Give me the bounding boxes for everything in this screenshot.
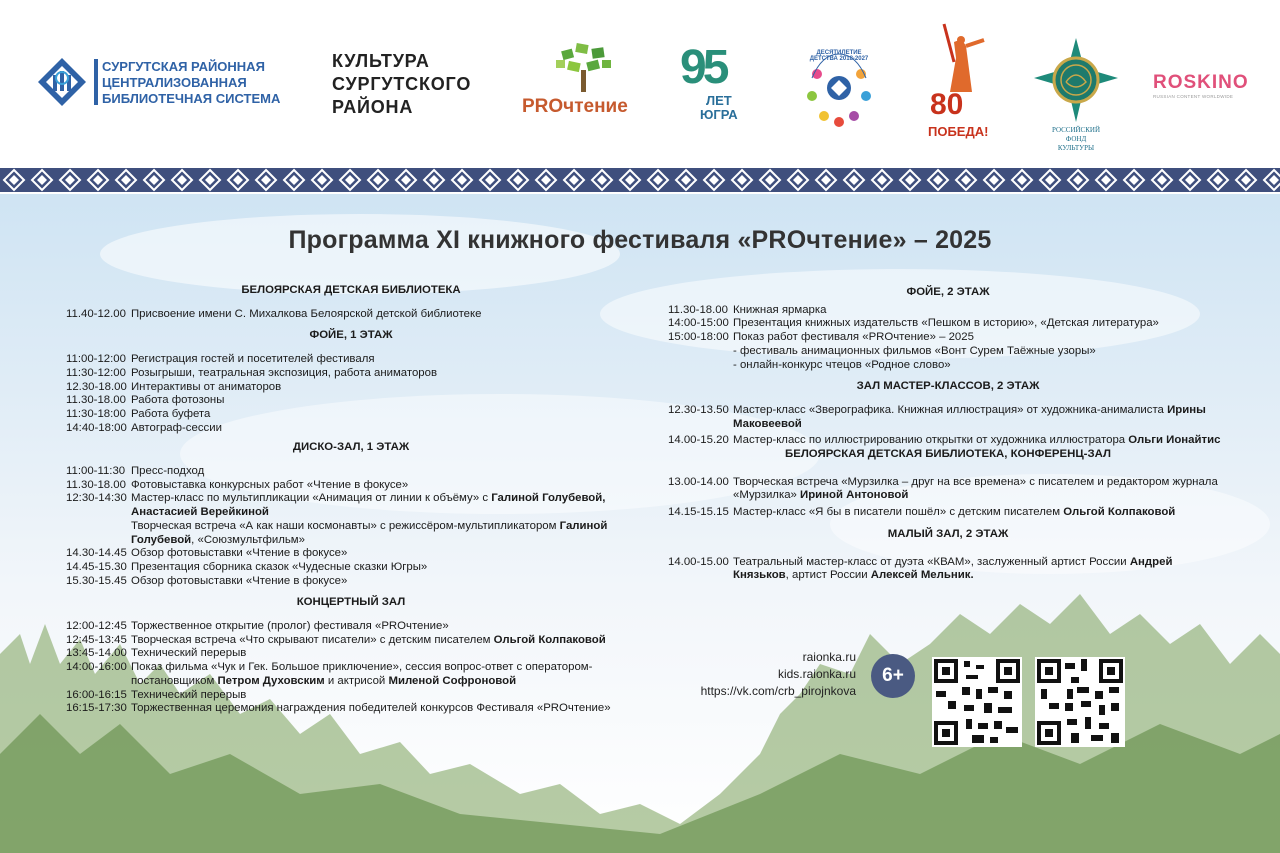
row-time: 16:15-17:30 bbox=[66, 702, 127, 715]
culture-logo-line-2: СУРГУТСКОГО bbox=[332, 74, 472, 94]
prochtenie-logo bbox=[522, 42, 646, 122]
roskino-text: ROSKINO bbox=[1153, 72, 1249, 93]
section-heading: БЕЛОЯРСКАЯ ДЕТСКАЯ БИБЛИОТЕКА, КОНФЕРЕНЦ-ЗАЛ bbox=[785, 448, 1111, 461]
row-text-plain: Мастер-класс по иллюстрированию открытки от художника иллюстратора bbox=[733, 434, 1129, 447]
section-heading: ДИСКО-ЗАЛ, 1 ЭТАЖ bbox=[292, 441, 410, 454]
row-text-plain: Творческая встреча «Что скрывают писатели» с детским писателем bbox=[131, 633, 494, 646]
age-rating-badge: 6+ bbox=[871, 654, 915, 698]
row-text: Присвоение имени С. Михалкова Белоярской детской библиотеке bbox=[131, 307, 482, 320]
row-text-plain: Мастер-класс «Зверографика. Книжная иллюстрация» от художника-анималиста bbox=[733, 403, 1168, 416]
victory-80-logo bbox=[928, 22, 990, 144]
schedule-row bbox=[668, 317, 1228, 331]
schedule-row bbox=[66, 381, 636, 395]
row-text-plain: Мастер-класс «Я бы в писатели пошёл» с детским писателем bbox=[733, 506, 1064, 519]
row-text: Обзор фотовыставки «Чтение в фокусе» bbox=[131, 547, 348, 560]
library-logo-line-2: ЦЕНТРАЛИЗОВАННАЯ bbox=[102, 75, 247, 90]
row-time: 14.00-15.20 bbox=[668, 434, 729, 447]
row-time: 12.30-13.50 bbox=[668, 403, 729, 416]
book-tree-icon bbox=[554, 42, 614, 94]
schedule-row bbox=[668, 404, 1228, 431]
row-text: Торжественная церемония награждения победителей конкурсов Фестиваля «PROчтение» bbox=[131, 702, 611, 715]
schedule-row bbox=[668, 331, 1228, 345]
section-heading: ФОЙЕ, 2 ЭТАЖ bbox=[906, 286, 990, 298]
schedule-row bbox=[66, 479, 636, 493]
schedule-row bbox=[668, 345, 1228, 359]
schedule-row bbox=[66, 492, 636, 519]
row-text: Регистрация гостей и посетителей фестиваля bbox=[131, 353, 375, 366]
schedule-row bbox=[66, 353, 636, 367]
schedule-row bbox=[66, 394, 636, 408]
roskino-subtext: RUSSIAN CONTENT WORLDWIDE bbox=[1153, 94, 1234, 99]
schedule-row bbox=[66, 575, 636, 589]
row-text-person: Петром Духовским bbox=[217, 674, 325, 687]
roskino-logo bbox=[1153, 72, 1249, 99]
section-heading: КОНЦЕРТНЫЙ ЗАЛ bbox=[296, 596, 406, 609]
library-diamond-icon bbox=[36, 56, 88, 108]
row-time: 14:00-16:00 bbox=[66, 661, 127, 674]
program-left-column bbox=[66, 282, 636, 716]
row-text: - фестиваль анимационных фильмов «Вонт Сурем Таёжные узоры» bbox=[733, 344, 1096, 357]
row-time bbox=[668, 345, 733, 359]
library-logo-line-1: СУРГУТСКАЯ РАЙОННАЯ bbox=[102, 59, 265, 74]
culture-logo-line-1: КУЛЬТУРА bbox=[332, 51, 430, 71]
row-time: 11.30-18.00 bbox=[66, 394, 126, 407]
row-time: 11:30-12:00 bbox=[66, 366, 126, 379]
row-text-after: , артист России bbox=[785, 569, 871, 582]
row-time: 14.30-14.45 bbox=[66, 547, 127, 560]
row-text-person-2: Алексей Мельник. bbox=[870, 569, 974, 582]
row-time: 14.15-15.15 bbox=[668, 506, 729, 519]
schedule-row bbox=[66, 620, 636, 634]
header-logos bbox=[0, 0, 1280, 166]
row-text-plain: Театральный мастер-класс от дуэта «КВАМ», заслуженный артист России bbox=[733, 555, 1130, 568]
schedule-row bbox=[66, 308, 636, 322]
row-time: 11.40-12.00 bbox=[66, 307, 126, 320]
yugra-95-number: 95 bbox=[680, 41, 726, 94]
link-vk[interactable]: https://vk.com/crb_pirojnkova bbox=[700, 684, 856, 698]
row-text: Пресс-подход bbox=[131, 465, 205, 478]
schedule-row bbox=[66, 689, 636, 703]
schedule-row bbox=[668, 434, 1228, 448]
row-time: 16:00-16:15 bbox=[66, 688, 127, 701]
section-heading: МАЛЫЙ ЗАЛ, 2 ЭТАЖ bbox=[887, 527, 1009, 540]
row-text-person: Галиной Голубевой, Анастасией Верейкиной bbox=[131, 492, 606, 519]
row-text: Торжественное открытие (пролог) фестиваля «PROчтение» bbox=[131, 620, 449, 633]
row-text: Фотовыставка конкурсных работ «Чтение в фокусе» bbox=[131, 478, 409, 491]
row-text-person: Ольгой Колпаковой bbox=[1063, 506, 1176, 519]
schedule-row bbox=[668, 506, 1228, 520]
row-time: 11:00-11:30 bbox=[66, 465, 126, 478]
library-system-logo bbox=[36, 56, 296, 110]
row-text: Розыгрыши, театральная экспозиция, работа аниматоров bbox=[131, 366, 438, 379]
row-time bbox=[66, 520, 131, 547]
schedule-row bbox=[66, 367, 636, 381]
victory-80-number: 80 bbox=[930, 88, 964, 121]
row-time: 11:30-18:00 bbox=[66, 407, 126, 420]
culture-fund-line-2: ФОНД bbox=[1065, 135, 1087, 143]
row-text: Показ работ фестиваля «PROчтение» – 2025 bbox=[733, 331, 974, 344]
motherland-statue-icon bbox=[928, 22, 990, 96]
schedule-row bbox=[66, 647, 636, 661]
section-heading: БЕЛОЯРСКАЯ ДЕТСКАЯ БИБЛИОТЕКА bbox=[241, 284, 461, 296]
row-text: Технический перерыв bbox=[131, 647, 247, 660]
row-text: Работа фотозоны bbox=[131, 394, 225, 407]
row-text: Работа буфета bbox=[131, 407, 211, 420]
row-time: 15.30-15.45 bbox=[66, 574, 127, 587]
row-time: 12:00-12:45 bbox=[66, 620, 127, 633]
row-time: 11.30-18.00 bbox=[668, 303, 728, 316]
schedule-row bbox=[668, 556, 1228, 583]
schedule-row bbox=[66, 520, 636, 547]
culture-fund-line-1: РОССИЙСКИЙ bbox=[1051, 126, 1100, 134]
row-time: 15:00-18:00 bbox=[668, 331, 729, 344]
qr-code-icon bbox=[1035, 657, 1125, 747]
row-text: Технический перерыв bbox=[131, 688, 247, 701]
culture-fund-logo bbox=[1032, 38, 1120, 152]
schedule-row bbox=[66, 661, 636, 688]
culture-fund-emblem-icon bbox=[1032, 38, 1120, 122]
row-text-plain: Мастер-класс по мультипликации «Анимация от линии к объёму» с bbox=[131, 492, 492, 505]
row-text-person: Галиной Голубевой bbox=[131, 519, 608, 546]
row-time: 13:45-14.00 bbox=[66, 647, 127, 660]
row-time: 14:00-15:00 bbox=[668, 317, 729, 330]
row-text-person: Ольги Ионайтис bbox=[1128, 434, 1221, 447]
schedule-row bbox=[668, 476, 1228, 503]
yugra-95-label-2: ЮГРА bbox=[700, 107, 738, 122]
prochtenie-logo-text: PROчтение bbox=[522, 96, 628, 117]
schedule-row bbox=[66, 702, 636, 716]
row-time: 11:00-12:00 bbox=[66, 353, 126, 366]
program-right-column bbox=[668, 284, 1228, 583]
row-text-person: Ириной Антоновой bbox=[800, 489, 909, 502]
schedule-row bbox=[66, 561, 636, 575]
schedule-row bbox=[66, 408, 636, 422]
qr-code-icon bbox=[932, 657, 1022, 747]
row-time: 11.30-18.00 bbox=[66, 478, 126, 491]
row-time bbox=[668, 359, 733, 373]
row-text-plain: Творческая встреча «Мурзилка – друг на все времена» с писателем и редактором журнала «Мурзилка» bbox=[733, 475, 1218, 502]
row-time: 12.30-18.00 bbox=[66, 380, 127, 393]
section-heading: ФОЙЕ, 1 ЭТАЖ bbox=[309, 329, 393, 342]
ornament-border bbox=[0, 166, 1280, 194]
culture-fund-line-3: КУЛЬТУРЫ bbox=[1057, 144, 1095, 152]
childhood-decade-logo bbox=[802, 44, 876, 130]
row-text-plain: Показ фильма «Чук и Гек. Большое приключение», сессия вопрос-ответ с оператором-постановщиком bbox=[131, 661, 593, 687]
row-text-after: и актрисой bbox=[324, 674, 389, 687]
schedule-row bbox=[66, 634, 636, 648]
row-text-after: , «Союзмультфильм» bbox=[191, 533, 305, 546]
row-time: 12:45-13:45 bbox=[66, 633, 127, 646]
row-text: Интерактивы от аниматоров bbox=[131, 380, 282, 393]
row-time: 14.00-15.00 bbox=[668, 555, 729, 568]
row-time: 12:30-14:30 bbox=[66, 492, 127, 505]
culture-logo-line-3: РАЙОНА bbox=[332, 97, 414, 117]
row-time: 13.00-14.00 bbox=[668, 475, 729, 488]
row-text-person: Ирины Маковеевой bbox=[733, 403, 1206, 430]
schedule-row bbox=[66, 547, 636, 561]
schedule-row bbox=[66, 465, 636, 479]
row-text-person: Ольгой Колпаковой bbox=[493, 633, 606, 646]
schedule-row bbox=[66, 422, 636, 436]
victory-80-label: ПОБЕДА! bbox=[928, 124, 989, 139]
library-logo-line-3: БИБЛИОТЕЧНАЯ СИСТЕМА bbox=[102, 91, 281, 106]
row-text: Книжная ярмарка bbox=[733, 303, 827, 316]
row-text: Обзор фотовыставки «Чтение в фокусе» bbox=[131, 574, 348, 587]
footer-links bbox=[700, 649, 856, 700]
row-text: Презентация сборника сказок «Чудесные сказки Югры» bbox=[131, 560, 428, 573]
row-text: Презентация книжных издательств «Пешком в историю», «Детская литература» bbox=[733, 317, 1159, 330]
row-time: 14.45-15.30 bbox=[66, 560, 127, 573]
page-title: Программа XI книжного фестиваля «PROчтение» – 2025 bbox=[288, 226, 992, 254]
row-text-plain: Творческая встреча «А как наши космонавты» с режиссёром-мультипликатором bbox=[131, 519, 560, 532]
schedule-row bbox=[668, 304, 1228, 318]
culture-surgut-logo bbox=[332, 50, 471, 119]
row-text bbox=[131, 492, 636, 519]
row-text: - онлайн-конкурс чтецов «Родное слово» bbox=[733, 358, 951, 371]
row-text-person-2: Миленой Софроновой bbox=[388, 674, 517, 687]
schedule-row bbox=[668, 359, 1228, 373]
yugra-95-logo bbox=[680, 41, 740, 134]
link-kids-raionka[interactable]: kids.raionka.ru bbox=[777, 667, 856, 681]
section-heading: ЗАЛ МАСТЕР-КЛАССОВ, 2 ЭТАЖ bbox=[856, 380, 1040, 393]
row-text: Автограф-сессии bbox=[131, 421, 222, 434]
row-text-person: Андрей Князьков bbox=[733, 555, 1173, 582]
yugra-95-label-1: ЛЕТ bbox=[705, 93, 732, 108]
link-raionka[interactable]: raionka.ru bbox=[802, 650, 856, 664]
row-time: 14:40-18:00 bbox=[66, 421, 127, 434]
childhood-decade-text: ДЕСЯТИЛЕТИЕ ДЕТСТВА 2018-2027 bbox=[809, 50, 869, 62]
